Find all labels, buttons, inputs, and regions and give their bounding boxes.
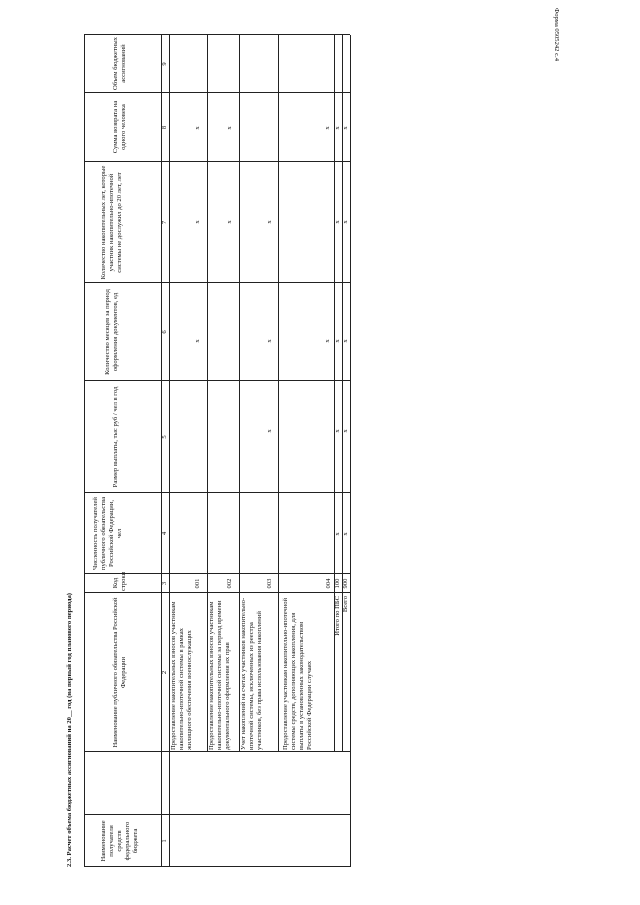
total-code: 100 (334, 578, 341, 589)
column-number: 5 (161, 435, 168, 439)
na-mark: x (334, 429, 341, 433)
table-row-name: Предоставление участникам накопительно-ипотечной системы средств, дополняющих накопления, для выплаты в установленных законодательством Российской Федерации случаях (282, 597, 314, 750)
na-mark: x (334, 126, 341, 130)
table-row-name: Учет накоплений на счетах участников накопительно-ипотечной системы, исключенных из реестра участников, без права использования накоплений (240, 597, 264, 750)
na-mark: x (342, 532, 349, 536)
table-row-code: 001 (194, 578, 201, 589)
na-mark: x (324, 126, 331, 130)
header-refund-amount: Сумма возврата на одного человека (112, 100, 128, 154)
na-mark: x (266, 220, 273, 224)
column-number: 9 (161, 62, 168, 66)
na-mark: x (334, 532, 341, 536)
table-row-code: 003 (266, 578, 273, 589)
na-mark: x (342, 126, 349, 130)
table-row-code: 002 (226, 578, 233, 589)
column-number: 2 (161, 670, 168, 675)
na-mark: x (342, 339, 349, 343)
column-number: 7 (161, 220, 168, 225)
na-mark: x (324, 339, 331, 343)
na-mark: x (194, 220, 201, 224)
na-mark: x (342, 429, 349, 433)
form-number-label: Форма 0505242 с.4 (553, 8, 560, 62)
column-number: 6 (161, 330, 168, 334)
column-number: 4 (161, 531, 168, 536)
na-mark: x (194, 126, 201, 130)
table-row-name: Предоставление накопительных взносов участникам накопительно-ипотечной системы в рамках жилищного обеспечения военнослужащих (170, 601, 194, 750)
rotated-page-content (66, 27, 373, 867)
na-mark: x (266, 429, 273, 433)
na-mark: x (342, 220, 349, 224)
header-savings-years: Количество накопительных лет, которые участник накопительно-ипотечной системы не дослужил до 20 лет, лет (100, 165, 124, 280)
header-recipient: Наименование получателя средств федерального бюджета (100, 820, 140, 862)
total-code: 900 (342, 578, 349, 589)
section-title: 2.3. Расчет объема бюджетных ассигнований на 20__ год (на первый год планового периода) (66, 593, 73, 867)
na-mark: x (226, 220, 233, 224)
na-mark: x (226, 126, 233, 130)
header-months-count: Количество месяцев за период оформления документов, ед (104, 289, 120, 375)
na-mark: x (334, 220, 341, 224)
header-recipients-count: Численность получателей публичного обязательства Российской Федерации, чел (92, 496, 124, 571)
total-label: Всего (342, 596, 349, 613)
column-number: 3 (161, 581, 168, 586)
table-row-code: 004 (325, 578, 332, 589)
table-row-name: Предоставление накопительных взносов участникам накопительно-ипотечной системы за период времени документального оформления их прав (208, 600, 232, 750)
header-payment-size: Размер выплаты, тыс руб / чел в год (112, 386, 119, 488)
header-budget-volume: Объем бюджетных ассигнований (112, 37, 128, 90)
na-mark: x (266, 339, 273, 343)
na-mark: x (334, 339, 341, 343)
total-label: Итого по ПБС (334, 596, 341, 636)
column-number: 1 (161, 839, 168, 843)
header-row-code: Код строки (112, 571, 128, 591)
header-obligation-name: Наименование публичного обязательства Российской Федерации (112, 597, 128, 748)
na-mark: x (194, 339, 201, 343)
column-number: 8 (161, 125, 168, 130)
